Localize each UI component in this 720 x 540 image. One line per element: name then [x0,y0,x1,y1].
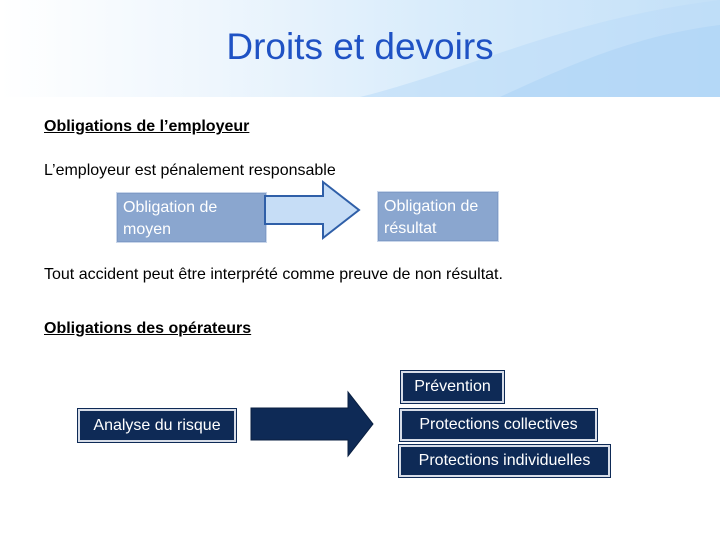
accident-statement-text: Tout accident peut être interprété comme preuve de non résultat. [44,266,503,283]
risk-analysis-box: Analyse du risque [78,409,236,442]
prevention-box: Prévention [401,371,504,403]
individual-protections-box: Protections individuelles [399,445,610,477]
operator-obligations-heading: Obligations des opérateurs [44,320,252,337]
page-title: Droits et devoirs [226,26,494,67]
right-arrow-icon [265,182,360,238]
employer-responsibility-text: L’employeur est pénalement responsable [44,162,336,179]
collective-protections-box: Protections collectives [400,409,597,441]
title-banner [0,0,720,97]
obligation-means-box: Obligation de moyen [116,192,267,243]
employer-obligations-heading: Obligations de l’employeur [44,118,250,135]
right-arrow-icon [251,392,374,456]
obligation-result-box: Obligation de résultat [377,191,499,242]
